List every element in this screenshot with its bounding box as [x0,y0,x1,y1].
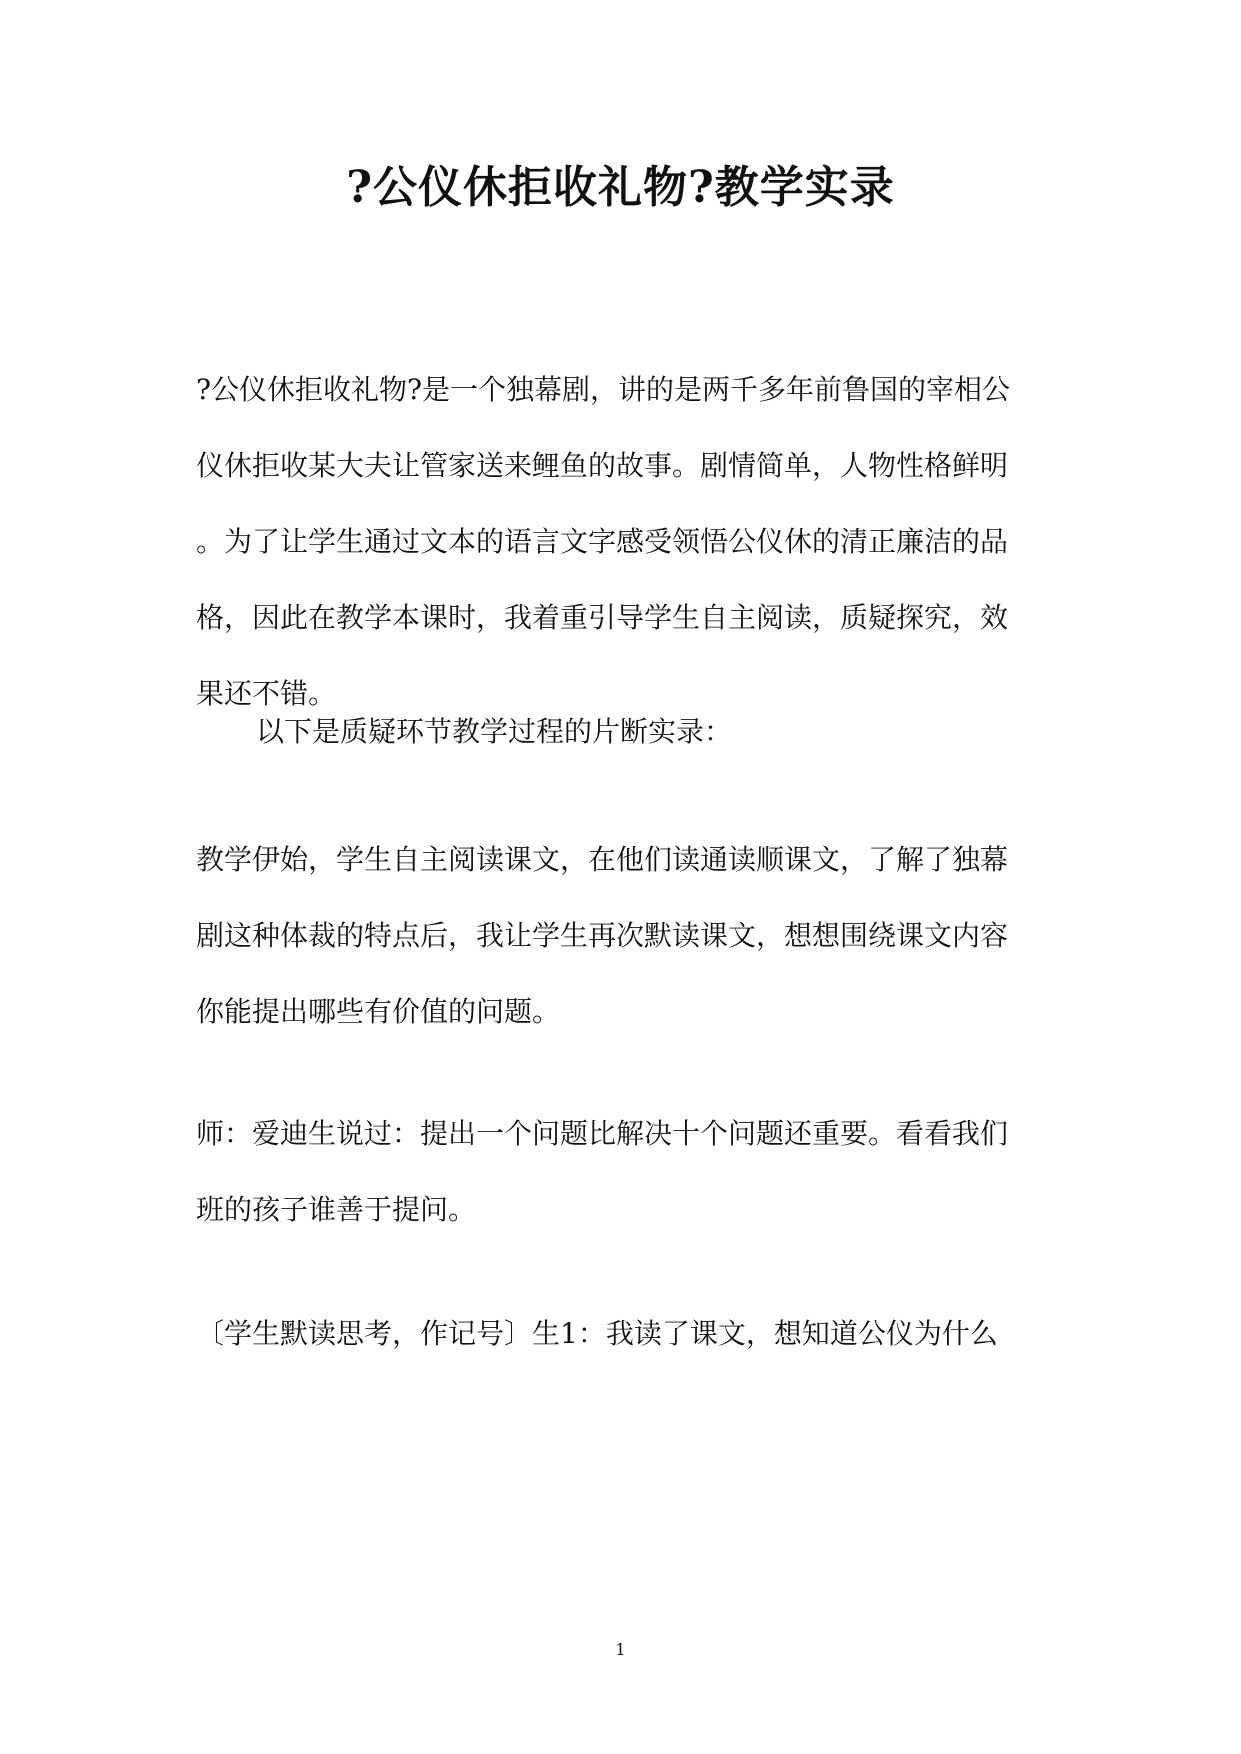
paragraph-teacher-remark [196,1096,1046,1248]
text-line: 剧这种体裁的特点后，我让学生再次默读课文，想想围绕课文内容 [196,919,1009,952]
paragraph-intro [196,352,1046,732]
text-line: 〔学生默读思考，作记号〕生1：我读了课文，想知道公仪为什么 [196,1317,998,1350]
paragraph-student-question [196,1296,1046,1372]
text-line: 师：爱迪生说过：提出一个问题比解决十个问题还重要。看看我们 [196,1117,1009,1150]
text-line: 格，因此在教学本课时，我着重引导学生自主阅读，质疑探究，效 [196,601,1009,634]
text-line: 你能提出哪些有价值的问题。 [196,995,561,1028]
text-line: 教学伊始，学生自主阅读课文，在他们读通读顺课文，了解了独幕 [196,843,1009,876]
text-line: 仪休拒收某大夫让管家送来鲤鱼的故事。剧情简单，人物性格鲜明 [196,449,1009,482]
text-line: 果还不错。 [196,677,337,710]
text-line: 班的孩子谁善于提问。 [196,1193,477,1226]
paragraph-transcript-intro [196,694,1046,770]
text-line: 以下是质疑环节教学过程的片断实录： [256,715,733,748]
text-line: 。为了让学生通过文本的语言文字感受领悟公仪休的清正廉洁的品 [196,525,1009,558]
page-number: 1 [615,1640,626,1659]
text-line: ?公仪休拒收礼物?是一个独幕剧，讲的是两千多年前鲁国的宰相公 [196,373,1011,406]
paragraph-lesson-start [196,822,1046,1050]
document-title: ?公仪休拒收礼物?教学实录 [346,162,895,213]
